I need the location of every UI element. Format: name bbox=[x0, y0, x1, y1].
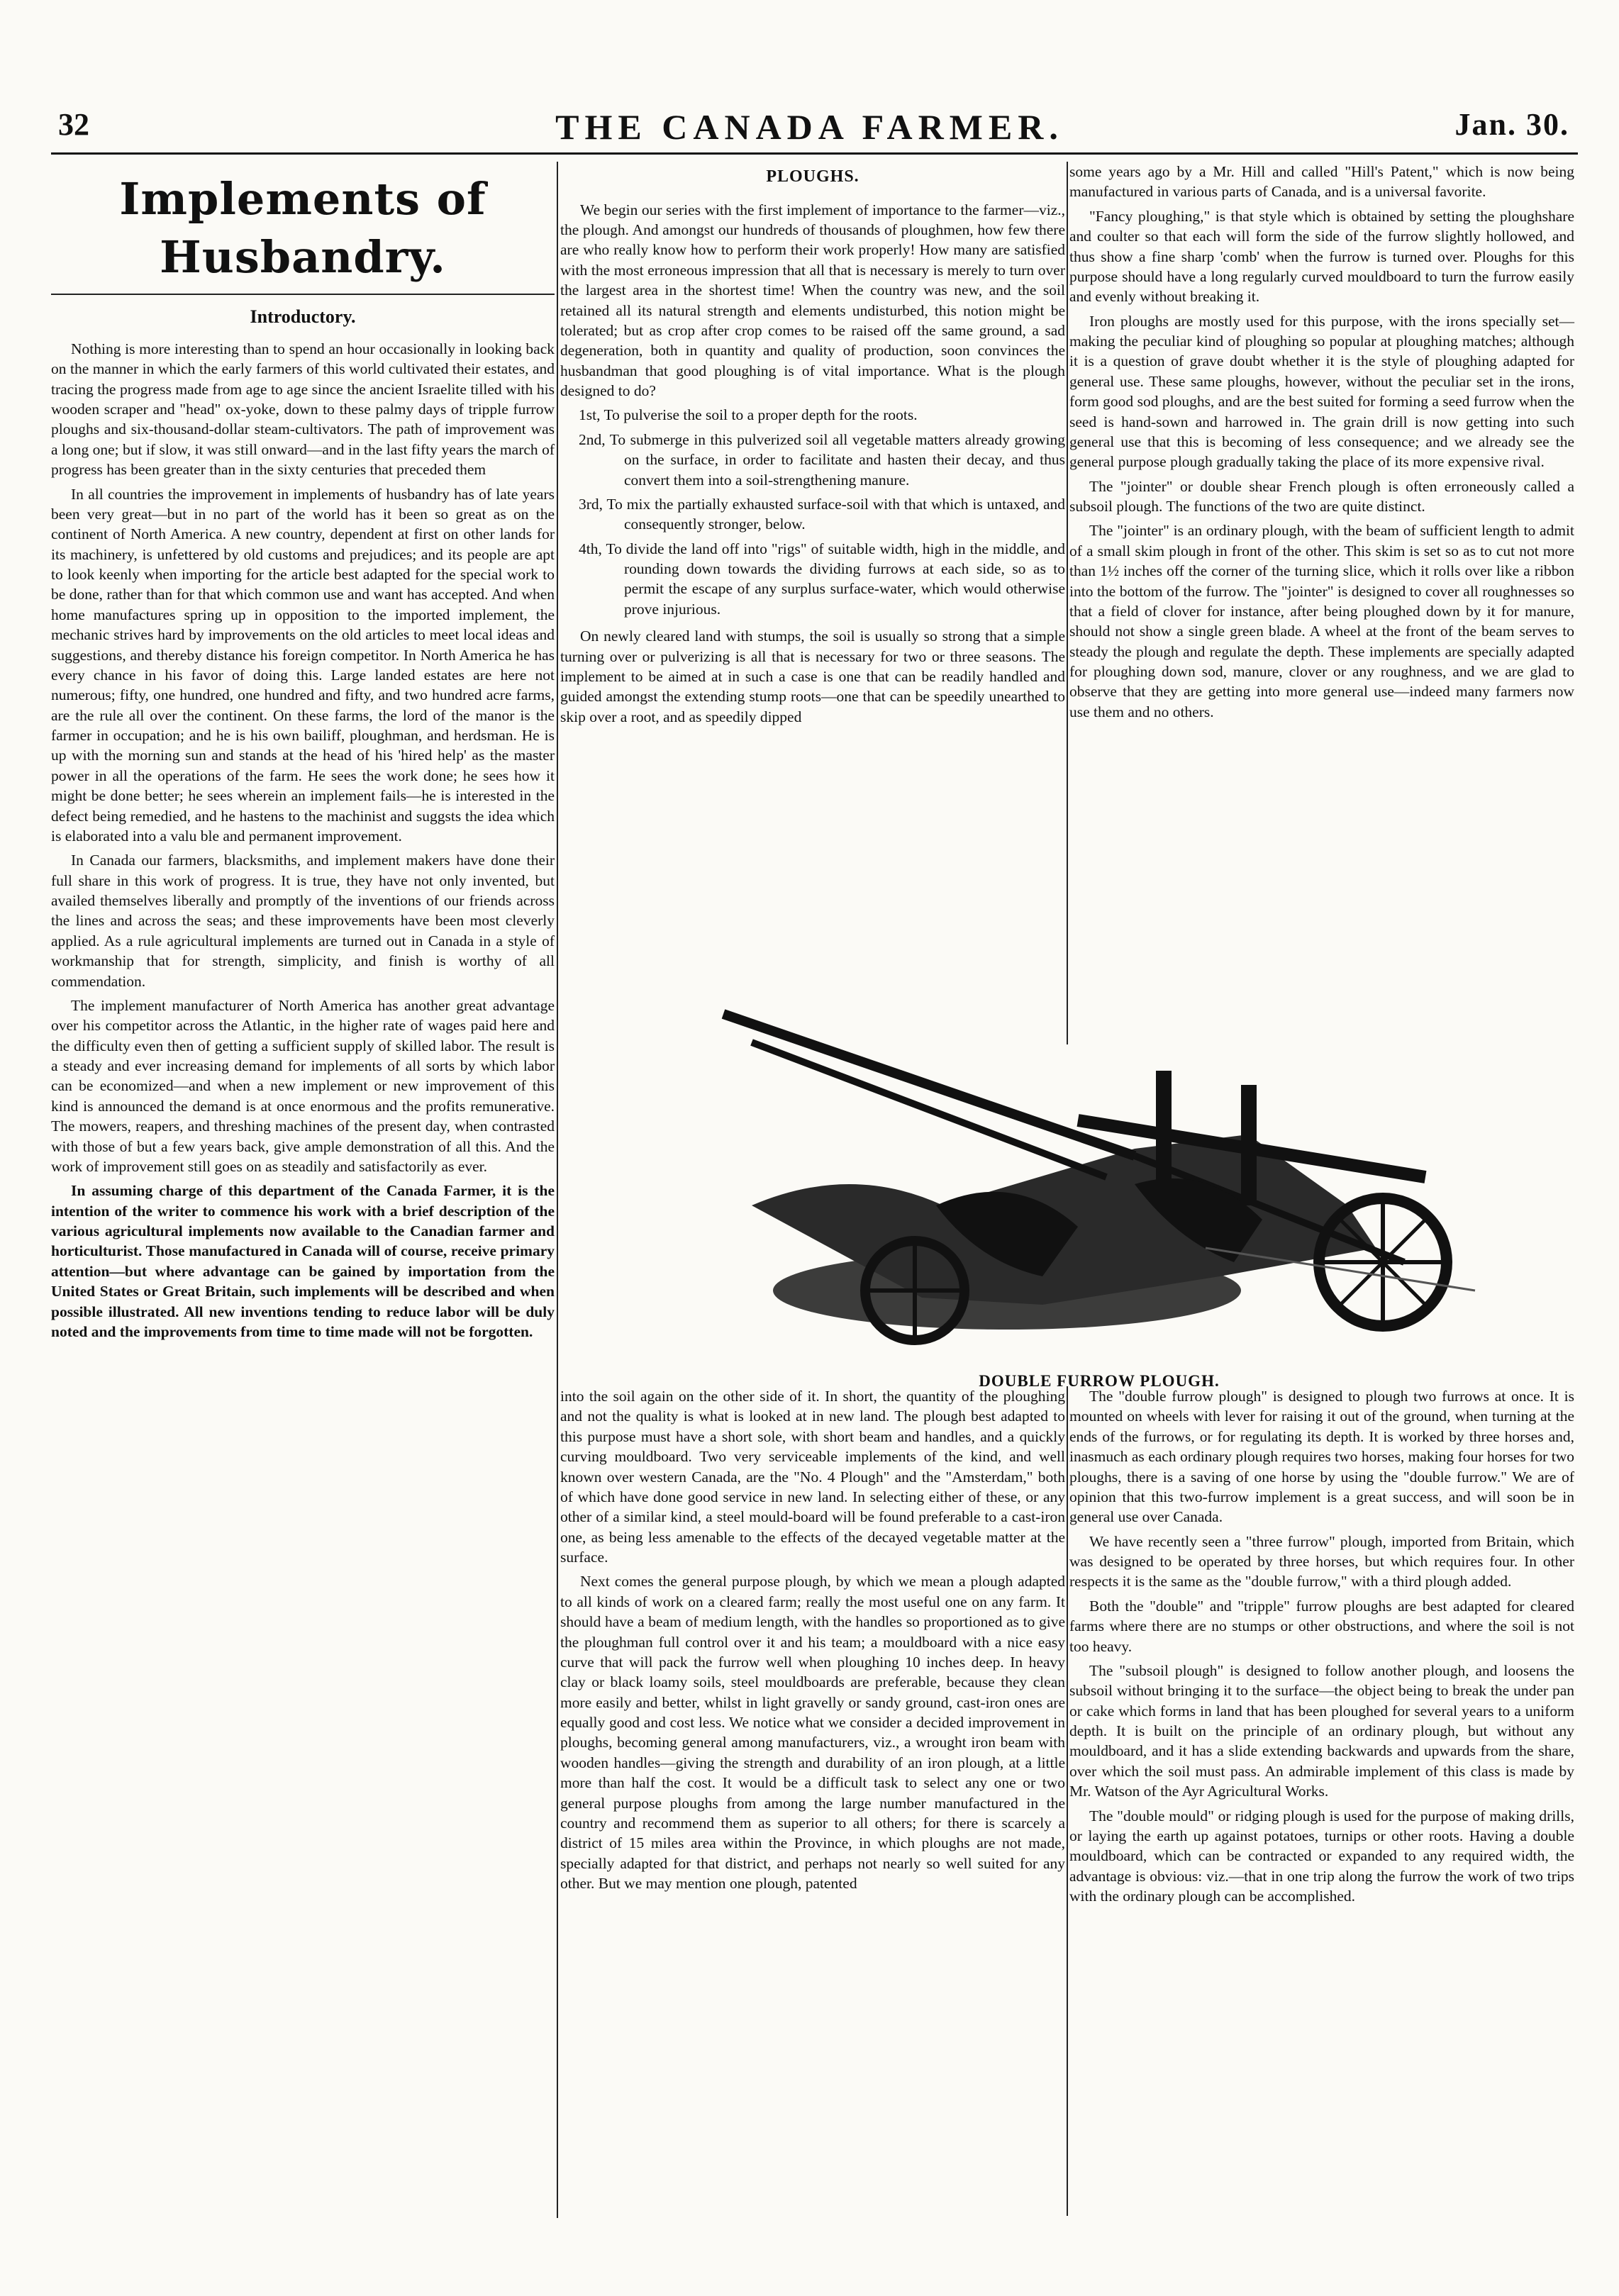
paragraph: Nothing is more interesting than to spend an hour occasionally in looking back on the manner in which the early farmers of this world cultivated their estates, and tracing the progress made from age to age since the ancient Israelite tilled with his wooden scraper and "head" ox-yoke, down to these palmy days of tripple furrow ploughs and six-thousand-dollar steam-cultivators. The path of improvement was a long one; but if slow, it was still onward—and in the last fifty years the march of progress has been greater than in the sixty centuries that preceded them bbox=[51, 340, 555, 479]
paragraph: Iron ploughs are mostly used for this purpose, with the irons specially set—making the peculiar kind of ploughing so popular at ploughing matches; although it is a question of grave doubt whether it is the style of ploughing adapted for general use. These same ploughs, however, without the peculiar set in the irons, form good sod ploughs, and are the best suited for forming a seed furrow when the seed is hand-sown and harrowed in. The grain drill is now getting into such general use that this is becoming of less consequence; and we already see the general purpose plough gradually taking the place of its more expensive rival. bbox=[1069, 312, 1574, 471]
paragraph: The "subsoil plough" is designed to follow another plough, and loosens the subsoil without bringing it to the surface—the object being to break the under pan or cake which forms in land that has been ploughed for several years to a uniform depth. It is built on the principle of an ordinary plough, but without any mouldboard, and it has a slide extending backwards and upwards from the share, over which the soil must pass. An admirable implement of this class is made by Mr. Watson of the Ayr Agricultural Works. bbox=[1069, 1661, 1574, 1800]
purpose-list bbox=[560, 405, 1065, 619]
paragraph: some years ago by a Mr. Hill and called "Hill's Patent," which is now being manufactured in various parts of Canada, and is a universal favorite. bbox=[1069, 163, 1574, 201]
column-ploughs-continued bbox=[1069, 162, 1574, 1048]
column-rule-2 bbox=[1067, 162, 1068, 1044]
paragraph: On newly cleared land with stumps, the soil is usually so strong that a simple turning over or pulverizing is all that is necessary for two or three seasons. The implement to be aimed at in such a case is one that can be readily handled and guided amongst the extending stump roots—one that can be speedily unearthed to skip over a root, and as speedily dipped bbox=[560, 628, 1065, 725]
paragraph: We begin our series with the first implement of importance to the farmer—viz., the plough. And amongst our hundreds of thousands of ploughmen, how few there are who really know how to perform their work properly! How many are satisfied with the most erroneous impression that all that is necessary is merely to turn over the largest area in the shortest time! When the country was new, and the soil retained all its natural strength and elements undisturbed, this notion might be tolerated; but as crop after crop comes to be raised off the same ground, a sad degeneration, both in quantity and quality of production, soon convinces the husbandman that good ploughing is of vital importance. What is the plough designed to do? bbox=[560, 201, 1065, 400]
paragraph: Next comes the general purpose plough, by which we mean a plough adapted to all kinds of work on a cleared farm; really the most useful one on any farm. It should have a beam of medium length, with the handles so proportioned as to give the ploughman full control over it and his team; a mouldboard with a nice easy curve that will pack the furrow well when ploughing 10 inches deep. In heavy clay or black loamy soils, steel mouldboards are preferable, because they clean more easily and better, whilst in light gravelly or sandy ground, cast-iron ones are equally good and cost less. We notice what we consider a decided improvement in ploughs, becoming general among manufacturers, viz., a wrought iron beam with wooden handles—giving the strength and durability of an iron plough, at a little more than half the cost. It would be a difficult task to select any one or two general purpose ploughs from among the large number manufactured in the country and recommend them as superior to all others; for there is scarcely a district of 15 miles area within the Province, in which ploughs are not made, specially adapted for that district, and perhaps not nearly so well suited for any other. But we may mention one plough, patented bbox=[560, 1573, 1065, 1892]
paragraph: We have recently seen a "three furrow" plough, imported from Britain, which was designed to be operated by three horses, but which requires four. In other respects it is the same as the "double furrow," with a third plough added. bbox=[1069, 1532, 1574, 1590]
column-rule-3 bbox=[1067, 1386, 1068, 2216]
column-ploughs-lower-right bbox=[1069, 1386, 1574, 2216]
header-rule bbox=[51, 152, 1578, 155]
paragraph: In assuming charge of this department of the Canada Farmer, it is the intention of the writer to commence his work with a brief description of the various agricultural implements now available to the Canadian farmer and horticulturist. Those manufactured in Canada will of course, receive primary attention—but where advantage can be gained by importation from the United States or Great Britain, such implements will be described and when possible illustrated. All new inventions tending to reduce labor will be duly noted and the improvements from time to time made will not be forgotten. bbox=[51, 1182, 555, 1340]
paragraph: into the soil again on the other side of it. In short, the quantity of the ploughing and not the quality is what is looked at in new land. The plough best adapted to this purpose must have a short sole, with short beam and handles, and a quickly curving mouldboard. Two very serviceable implements of the kind, and well known over western Canada, are the "No. 4 Plough" and the "Amsterdam," both of which have done good service in new land. In selecting either of these, or any other of a similar kind, a steel mould-board will be found preferable to a cast-iron one, as being less amenable to the effects of the decayed vegetable matter at the surface. bbox=[560, 1388, 1065, 1566]
section-title: Implements of Husbandry. bbox=[119, 173, 486, 283]
list-item: 2nd, To submerge in this pulverized soil all vegetable matters already growing on the surface, in order to facilitate and hasten their decay, and thus convert them into a soil-strengthening manure. bbox=[579, 430, 1065, 489]
double-furrow-plough-illustration bbox=[709, 993, 1489, 1361]
paragraph: The "jointer" or double shear French plough is often erroneously called a subsoil plough. The functions of the two are quite distinct. bbox=[1069, 477, 1574, 515]
subhead-introductory: Introductory. bbox=[250, 306, 356, 327]
paragraph: Both the "double" and "tripple" furrow ploughs are best adapted for cleared farms where there are no stumps or other obstructions, and where the soil is not too heavy. bbox=[1069, 1597, 1574, 1655]
paragraph: In all countries the improvement in implements of husbandry has of late years been very great—but in no part of the world has it been so great as on the continent of North America. A new country, dependent at first on other lands for its machinery, is unfettered by old customs and prejudices; and its people are apt to look keenly when importing for the article best adapted for the special work to be done, rather than for that which common use and want has accepted. And when home manufactures spring up in opposition to the imported implement, the mechanic strives hard by improvements on the old articles to meet local ideas and suggestions, and thereby distance his foreign competitor. In North America he has every chance in his favor of doing this. Large landed estates are here not numerous; fifty, one hundred, one hundred and fifty, and two hundred acre farms, are the rule all over the continent. On these farms, the lord of the manor is the farmer in occupation; and he is his own bailiff, ploughman, and herdsman. He is up with the morning sun and stands at the head of his 'hired help' as the master power in all the operations of the farm. He sees the work done; he sees how it might be done better; he sees wherein an implement fails—he is interested in the defect being remedied, and he hastens to the machinist and suggsts the idea which is elaborated into a valu ble and permanent improvement. bbox=[51, 485, 555, 845]
page-number: 32 bbox=[58, 107, 89, 142]
column-ploughs bbox=[560, 162, 1065, 1048]
column-rule-1 bbox=[557, 162, 558, 2218]
issue-date: Jan. 30. bbox=[1454, 107, 1569, 142]
column-introductory bbox=[51, 162, 555, 2218]
paragraph: The implement manufacturer of North America has another great advantage over his competitor across the Atlantic, in the higher rate of wages paid here and the difficulty even then of getting a sufficient supply of skilled labor. The result is a steady and ever increasing demand for implements of all sorts by which labor can be economized—and when a new implement or new improvement of this kind is announced the demand is at once enormous and the profits remunerative. The mowers, reapers, and threshing machines of the present day, when contrasted with those of but a few years back, give ample demonstration of all this. And the work of improvement still goes on as steadily and satisfactorily as ever. bbox=[51, 996, 555, 1175]
section-rule bbox=[51, 294, 555, 295]
paragraph: The "double furrow plough" is designed to plough two furrows at once. It is mounted on wheels with lever for raising it out of the ground, when turning at the ends of the furrows, or for regulating its depth. It is worked by three horses and, inasmuch as each ordinary plough requires two horses, making four horses for two ploughs, there is a saving of one horse by using the "double furrow." We are of opinion that this two-furrow implement is a great success, and will soon be in general use over Canada. bbox=[1069, 1388, 1574, 1526]
list-item: 4th, To divide the land off into "rigs" of suitable width, high in the middle, and rounding down towards the dividing furrows at each side, so as to permit the escape of any surplus surface-water, which would otherwise prove injurious. bbox=[579, 540, 1065, 618]
column-ploughs-lower bbox=[560, 1386, 1065, 2216]
paragraph: "Fancy ploughing," is that style which is obtained by setting the ploughshare and coulter so that each will form the side of the furrow slightly hollowed, and thus show a fine sharp 'comb' when the furrow is turned over. Ploughs for this purpose should have a long regularly curved mouldboard to turn the furrow easily and evenly without breaking it. bbox=[1069, 207, 1574, 306]
list-item: 3rd, To mix the partially exhausted surface-soil with that which is untaxed, and consequently stronger, below. bbox=[579, 495, 1065, 533]
paragraph: The "jointer" is an ordinary plough, with the beam of sufficient length to admit of a small skim plough in front of the other. This skim is set so as to cut not more than 1½ inches off the corner of the turning slice, which it rolls over like a ribbon into the bottom of the furrow. The "jointer" is designed to cover all roughnesses so that a field of clover for instance, after being ploughed down by it for manure, should not show a single green blade. A wheel at the front of the beam serves to steady the plough and regulate the depth. These implements are specially adapted for ploughing down sod, manure, clover or any roughness, and we are glad to observe that they are getting into more general use—indeed many farmers now use them and no others. bbox=[1069, 522, 1574, 720]
list-item: 1st, To pulverise the soil to a proper depth for the roots. bbox=[579, 406, 918, 424]
paragraph: The "double mould" or ridging plough is used for the purpose of making drills, or laying the earth up against potatoes, turnips or other roots. Having a double mouldboard, which can be contracted or expanded to any required width, the advantage is obvious: viz.—that in one trip along the furrow the work of two trips with the ordinary plough can be accomplished. bbox=[1069, 1807, 1574, 1905]
paragraph: In Canada our farmers, blacksmiths, and implement makers have done their full share in this work of progress. It is true, they have not only invented, but availed themselves liberally and promptly of the inventions of our friends across the lines and across the seas; and these improvements have been most cleverly applied. As a rule agricultural implements are turned out in Canada in a style of workmanship that for strength, simplicity, and finish is worthy of all commendation. bbox=[51, 852, 555, 990]
masthead: THE CANADA FARMER. bbox=[555, 107, 1064, 147]
heading-ploughs: PLOUGHS. bbox=[766, 167, 859, 186]
illustration-caption: DOUBLE FURROW PLOUGH. bbox=[979, 1372, 1220, 1390]
